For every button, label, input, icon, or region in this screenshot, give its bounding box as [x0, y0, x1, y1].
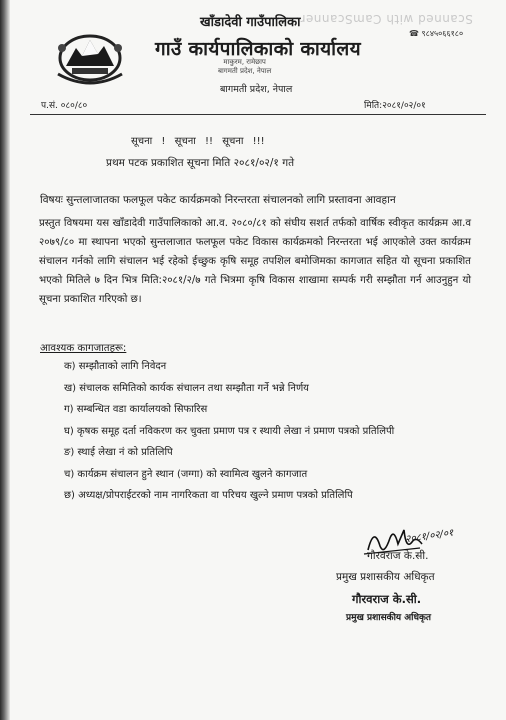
header-divider: [30, 114, 486, 115]
list-item: ङ) स्थाई लेखा नं को प्रतिलिपि: [64, 447, 173, 458]
list-item: क) सम्झौताको लागि निवेदन: [64, 361, 167, 372]
office-title: गाउँ कार्यपालिकाको कार्यालय: [155, 38, 361, 60]
nepal-emblem-logo: [52, 26, 128, 88]
seal-line: बागमती प्रदेश, नेपाल: [218, 67, 272, 75]
seal-text: [218, 58, 271, 76]
stamp-title: प्रमुख प्रशासकीय अधिकृत: [346, 613, 432, 623]
signatory-title: प्रमुख प्रशासकीय अधिकृत: [336, 571, 435, 583]
document-date: मिति:२०८१/०२/०१: [364, 101, 426, 111]
phone-number: ☎ ९८४५०६६१८०: [409, 29, 464, 38]
signature-date: २०८१/०२/०१: [404, 527, 455, 546]
required-documents-list: [64, 356, 394, 507]
required-documents-heading: आवश्यक कागजातहरू:: [40, 343, 127, 354]
signatory-name: गौरवराज के.सी.: [367, 550, 429, 562]
list-item: छ) अध्यक्ष/प्रोपराईटरको नाम नागरिकता वा परिचय खुल्ने प्रमाण पत्रको प्रतिलिपि: [64, 490, 353, 501]
notice-heading: सूचना ! सूचना !! सूचना !!!: [131, 136, 265, 147]
list-item: ख) संचालक समितिको कार्यक संचालन तथा सम्झौता गर्ने भन्ने निर्णय: [64, 382, 309, 394]
reference-number: प.सं. ०८०/८०: [41, 101, 88, 111]
stamp-name: गौरवराज के.सी.: [352, 592, 422, 606]
scan-edge: [0, 0, 10, 720]
list-item: च) कार्यक्रम संचालन हुने स्थान (जग्गा) को स्वामित्व खुलने कागजात: [64, 468, 308, 480]
first-publication-line: प्रथम पटक प्रकाशित सूचना मिति २०८१/०२/१ गते: [106, 157, 295, 169]
watermark: Scanned with CamScanner: [300, 12, 473, 26]
province-text: बागमती प्रदेश, नेपाल: [220, 84, 293, 95]
seal-line: माकुरम, रामेछाप: [223, 58, 266, 66]
list-item: घ) कृषक समूह दर्ता नविकरण कर चुक्ता प्रमाण पत्र र स्थायी लेखा नं प्रमाण पत्रको प्रतिलिपी: [64, 425, 395, 437]
subject-line: विषयः सुन्तलाजातका फलफूल पकेट कार्यक्रमको निरन्तरता संचालनको लागि प्रस्तावना आवहान: [40, 194, 396, 206]
office-name: खाँडादेवी गाउँपालिका: [200, 15, 301, 30]
list-item: ग) सम्बन्धित वडा कार्यालयको सिफारिस: [64, 404, 208, 415]
body-paragraph: प्रस्तुत विषयमा यस खाँडादेवी गाउँपालिकाको आ.व. २०८०/८१ को संघीय सशर्त तर्फको वार्षिक स्वीकृत कार्यक्रम आ.व २०७९/८० मा स्थापना भएको सुन्तलाजात फलफूल पकेट विकास कार्यक्रमको निरन्तरता भई आएकोले उक्त कार्यक्रम संचालन गर्नको लागि संचालन भई रहेको ईच्छुक कृषि समूह तपशिल बमोजिमका कागजात सहित यो सूचना प्रकाशित भएको मितिले ७ दिन भित्र मिति:२०८१/२/७ गते भित्रमा कृषि विकास शाखामा सम्पर्क गरी सम्झौता गर्न आउनुहुन यो सूचना प्रकाशित गरिएको छ।: [39, 218, 471, 305]
